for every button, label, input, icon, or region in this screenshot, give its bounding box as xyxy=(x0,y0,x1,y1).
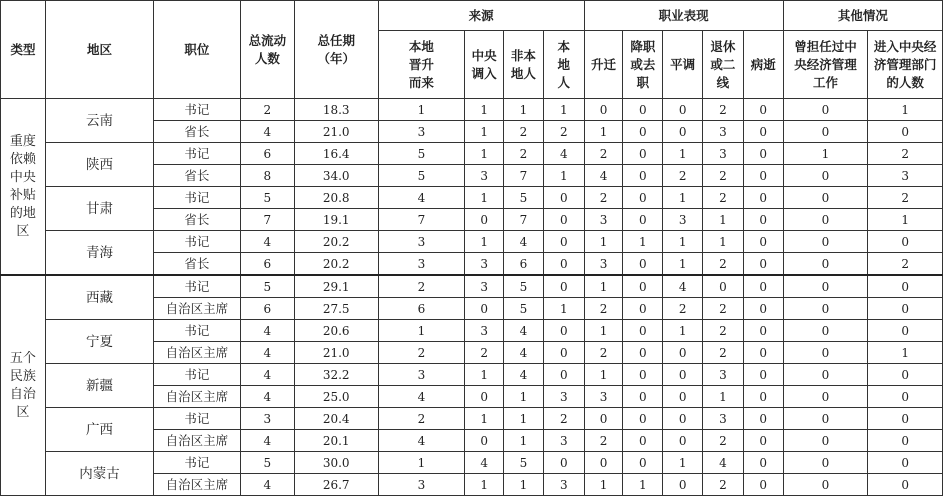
value-cell: 6 xyxy=(240,253,294,276)
value-cell: 3 xyxy=(378,364,465,386)
value-cell: 1 xyxy=(504,99,544,121)
value-cell: 32.2 xyxy=(294,364,378,386)
value-cell: 3 xyxy=(584,253,623,276)
value-cell: 20.4 xyxy=(294,408,378,430)
value-cell: 2 xyxy=(584,298,623,320)
type-cell: 五个民族自治区 xyxy=(1,275,46,496)
value-cell: 3 xyxy=(663,209,703,231)
value-cell: 1 xyxy=(868,342,943,364)
value-cell: 7 xyxy=(504,165,544,187)
table-header xyxy=(1,1,943,99)
value-cell: 0 xyxy=(584,408,623,430)
value-cell: 7 xyxy=(378,209,465,231)
value-cell: 0 xyxy=(543,320,584,342)
subheader-local-promotion: 本地晋升而来 xyxy=(378,31,465,99)
value-cell: 0 xyxy=(783,209,868,231)
value-cell: 1 xyxy=(868,99,943,121)
value-cell: 0 xyxy=(783,408,868,430)
value-cell: 0 xyxy=(743,209,783,231)
value-cell: 1 xyxy=(663,143,703,165)
value-cell: 4 xyxy=(240,430,294,452)
value-cell: 0 xyxy=(783,298,868,320)
value-cell: 0 xyxy=(663,474,703,496)
value-cell: 2 xyxy=(703,187,744,209)
table-row xyxy=(1,143,943,165)
value-cell: 1 xyxy=(465,364,504,386)
value-cell: 0 xyxy=(623,342,663,364)
value-cell: 1 xyxy=(584,364,623,386)
value-cell: 1 xyxy=(584,231,623,253)
value-cell: 21.0 xyxy=(294,342,378,364)
position-cell: 自治区主席 xyxy=(154,298,241,320)
value-cell: 1 xyxy=(378,452,465,474)
region-cell: 广西 xyxy=(45,408,153,452)
value-cell: 0 xyxy=(868,121,943,143)
table-row xyxy=(1,231,943,253)
value-cell: 1 xyxy=(663,231,703,253)
value-cell: 0 xyxy=(783,364,868,386)
value-cell: 1 xyxy=(504,386,544,408)
value-cell: 3 xyxy=(378,474,465,496)
position-cell: 省长 xyxy=(154,253,241,276)
value-cell: 3 xyxy=(703,408,744,430)
value-cell: 0 xyxy=(623,430,663,452)
value-cell: 5 xyxy=(240,275,294,298)
header-position: 职位 xyxy=(154,1,241,99)
value-cell: 0 xyxy=(543,209,584,231)
value-cell: 0 xyxy=(868,275,943,298)
value-cell: 2 xyxy=(703,342,744,364)
value-cell: 5 xyxy=(378,143,465,165)
position-cell: 自治区主席 xyxy=(154,386,241,408)
value-cell: 0 xyxy=(743,342,783,364)
value-cell: 3 xyxy=(465,275,504,298)
value-cell: 1 xyxy=(703,231,744,253)
value-cell: 0 xyxy=(623,275,663,298)
value-cell: 1 xyxy=(663,452,703,474)
value-cell: 0 xyxy=(783,386,868,408)
value-cell: 3 xyxy=(465,253,504,276)
value-cell: 0 xyxy=(743,121,783,143)
value-cell: 2 xyxy=(703,165,744,187)
region-cell: 西藏 xyxy=(45,275,153,320)
value-cell: 2 xyxy=(584,342,623,364)
header-career: 职业表现 xyxy=(584,1,783,31)
value-cell: 5 xyxy=(504,298,544,320)
value-cell: 1 xyxy=(465,143,504,165)
value-cell: 0 xyxy=(623,452,663,474)
value-cell: 1 xyxy=(543,298,584,320)
value-cell: 20.1 xyxy=(294,430,378,452)
value-cell: 1 xyxy=(783,143,868,165)
value-cell: 2 xyxy=(868,253,943,276)
position-cell: 自治区主席 xyxy=(154,342,241,364)
value-cell: 1 xyxy=(465,187,504,209)
value-cell: 1 xyxy=(584,121,623,143)
value-cell: 3 xyxy=(868,165,943,187)
value-cell: 0 xyxy=(584,452,623,474)
value-cell: 1 xyxy=(465,121,504,143)
value-cell: 0 xyxy=(543,342,584,364)
value-cell: 0 xyxy=(868,430,943,452)
value-cell: 30.0 xyxy=(294,452,378,474)
subheader-entered-central-economic: 进入中央经济管理部门的人数 xyxy=(868,31,943,99)
value-cell: 0 xyxy=(783,430,868,452)
value-cell: 3 xyxy=(543,386,584,408)
value-cell: 0 xyxy=(868,364,943,386)
value-cell: 0 xyxy=(465,386,504,408)
value-cell: 4 xyxy=(504,320,544,342)
value-cell: 4 xyxy=(504,364,544,386)
header-total: 总流动人数 xyxy=(240,1,294,99)
table-body xyxy=(1,99,943,496)
value-cell: 1 xyxy=(504,474,544,496)
value-cell: 1 xyxy=(378,320,465,342)
subheader-former-central-economic: 曾担任过中央经济管理工作 xyxy=(783,31,868,99)
value-cell: 0 xyxy=(783,342,868,364)
value-cell: 0 xyxy=(623,386,663,408)
value-cell: 0 xyxy=(743,320,783,342)
value-cell: 0 xyxy=(783,99,868,121)
value-cell: 0 xyxy=(623,209,663,231)
position-cell: 书记 xyxy=(154,143,241,165)
value-cell: 3 xyxy=(543,474,584,496)
value-cell: 0 xyxy=(623,408,663,430)
subheader-retirement: 退休或二线 xyxy=(703,31,744,99)
region-cell: 陕西 xyxy=(45,143,153,187)
value-cell: 20.6 xyxy=(294,320,378,342)
value-cell: 0 xyxy=(663,430,703,452)
value-cell: 3 xyxy=(584,209,623,231)
value-cell: 3 xyxy=(703,121,744,143)
value-cell: 0 xyxy=(623,298,663,320)
value-cell: 1 xyxy=(584,275,623,298)
position-cell: 书记 xyxy=(154,275,241,298)
value-cell: 0 xyxy=(743,275,783,298)
value-cell: 5 xyxy=(504,452,544,474)
value-cell: 0 xyxy=(663,99,703,121)
value-cell: 2 xyxy=(703,99,744,121)
value-cell: 0 xyxy=(663,342,703,364)
value-cell: 4 xyxy=(240,364,294,386)
value-cell: 0 xyxy=(465,298,504,320)
header-other: 其他情况 xyxy=(783,1,942,31)
value-cell: 4 xyxy=(378,386,465,408)
value-cell: 21.0 xyxy=(294,121,378,143)
value-cell: 1 xyxy=(378,99,465,121)
value-cell: 0 xyxy=(868,231,943,253)
value-cell: 2 xyxy=(584,143,623,165)
region-cell: 新疆 xyxy=(45,364,153,408)
value-cell: 0 xyxy=(663,121,703,143)
value-cell: 3 xyxy=(703,143,744,165)
subheader-died-in-office: 病逝 xyxy=(743,31,783,99)
value-cell: 0 xyxy=(743,298,783,320)
value-cell: 0 xyxy=(743,99,783,121)
value-cell: 3 xyxy=(240,408,294,430)
type-cell: 重度依赖中央补贴的地区 xyxy=(1,99,46,276)
value-cell: 0 xyxy=(783,452,868,474)
value-cell: 4 xyxy=(240,342,294,364)
value-cell: 0 xyxy=(783,474,868,496)
value-cell: 34.0 xyxy=(294,165,378,187)
value-cell: 6 xyxy=(378,298,465,320)
value-cell: 4 xyxy=(504,231,544,253)
value-cell: 2 xyxy=(378,275,465,298)
value-cell: 1 xyxy=(465,408,504,430)
value-cell: 3 xyxy=(378,253,465,276)
value-cell: 0 xyxy=(543,452,584,474)
table-row xyxy=(1,187,943,209)
position-cell: 书记 xyxy=(154,187,241,209)
subheader-central-transfer: 中央调入 xyxy=(465,31,504,99)
value-cell: 25.0 xyxy=(294,386,378,408)
value-cell: 1 xyxy=(663,320,703,342)
position-cell: 自治区主席 xyxy=(154,474,241,496)
position-cell: 省长 xyxy=(154,121,241,143)
value-cell: 0 xyxy=(868,298,943,320)
position-cell: 书记 xyxy=(154,408,241,430)
value-cell: 1 xyxy=(663,253,703,276)
value-cell: 18.3 xyxy=(294,99,378,121)
value-cell: 1 xyxy=(868,209,943,231)
value-cell: 0 xyxy=(543,364,584,386)
value-cell: 0 xyxy=(783,320,868,342)
region-cell: 青海 xyxy=(45,231,153,276)
value-cell: 0 xyxy=(743,474,783,496)
value-cell: 3 xyxy=(703,364,744,386)
value-cell: 0 xyxy=(783,231,868,253)
value-cell: 4 xyxy=(240,474,294,496)
subheader-local: 本地人 xyxy=(543,31,584,99)
value-cell: 2 xyxy=(543,121,584,143)
value-cell: 0 xyxy=(743,408,783,430)
value-cell: 0 xyxy=(465,430,504,452)
value-cell: 0 xyxy=(743,452,783,474)
value-cell: 0 xyxy=(543,231,584,253)
subheader-lateral-transfer: 平调 xyxy=(663,31,703,99)
value-cell: 0 xyxy=(623,121,663,143)
value-cell: 1 xyxy=(465,99,504,121)
header-source: 来源 xyxy=(378,1,584,31)
value-cell: 2 xyxy=(663,298,703,320)
value-cell: 1 xyxy=(584,474,623,496)
value-cell: 0 xyxy=(783,121,868,143)
table-row xyxy=(1,99,943,121)
value-cell: 2 xyxy=(868,143,943,165)
value-cell: 4 xyxy=(378,430,465,452)
value-cell: 29.1 xyxy=(294,275,378,298)
value-cell: 0 xyxy=(663,364,703,386)
region-cell: 云南 xyxy=(45,99,153,143)
value-cell: 0 xyxy=(663,386,703,408)
value-cell: 0 xyxy=(743,364,783,386)
value-cell: 26.7 xyxy=(294,474,378,496)
value-cell: 0 xyxy=(623,364,663,386)
value-cell: 19.1 xyxy=(294,209,378,231)
region-cell: 宁夏 xyxy=(45,320,153,364)
value-cell: 5 xyxy=(240,187,294,209)
value-cell: 1 xyxy=(504,408,544,430)
value-cell: 0 xyxy=(743,253,783,276)
value-cell: 0 xyxy=(584,99,623,121)
value-cell: 2 xyxy=(378,342,465,364)
value-cell: 0 xyxy=(783,253,868,276)
table-row xyxy=(1,364,943,386)
value-cell: 2 xyxy=(584,187,623,209)
value-cell: 3 xyxy=(543,430,584,452)
value-cell: 0 xyxy=(623,253,663,276)
value-cell: 1 xyxy=(703,386,744,408)
value-cell: 3 xyxy=(465,320,504,342)
value-cell: 1 xyxy=(543,99,584,121)
table-row xyxy=(1,408,943,430)
value-cell: 0 xyxy=(743,187,783,209)
value-cell: 0 xyxy=(743,430,783,452)
value-cell: 2 xyxy=(584,430,623,452)
value-cell: 0 xyxy=(465,209,504,231)
value-cell: 2 xyxy=(240,99,294,121)
value-cell: 2 xyxy=(504,143,544,165)
value-cell: 4 xyxy=(378,187,465,209)
value-cell: 1 xyxy=(504,430,544,452)
value-cell: 0 xyxy=(868,386,943,408)
position-cell: 书记 xyxy=(154,231,241,253)
value-cell: 4 xyxy=(543,143,584,165)
value-cell: 0 xyxy=(743,231,783,253)
value-cell: 0 xyxy=(868,408,943,430)
value-cell: 16.4 xyxy=(294,143,378,165)
value-cell: 4 xyxy=(584,165,623,187)
value-cell: 0 xyxy=(783,165,868,187)
region-cell: 内蒙古 xyxy=(45,452,153,496)
value-cell: 0 xyxy=(623,165,663,187)
value-cell: 3 xyxy=(584,386,623,408)
value-cell: 4 xyxy=(504,342,544,364)
position-cell: 书记 xyxy=(154,452,241,474)
value-cell: 0 xyxy=(783,275,868,298)
value-cell: 7 xyxy=(240,209,294,231)
position-cell: 书记 xyxy=(154,99,241,121)
value-cell: 0 xyxy=(743,386,783,408)
value-cell: 4 xyxy=(240,386,294,408)
value-cell: 0 xyxy=(743,143,783,165)
value-cell: 0 xyxy=(743,165,783,187)
value-cell: 3 xyxy=(378,121,465,143)
value-cell: 6 xyxy=(240,298,294,320)
value-cell: 4 xyxy=(663,275,703,298)
value-cell: 27.5 xyxy=(294,298,378,320)
position-cell: 省长 xyxy=(154,165,241,187)
header-region: 地区 xyxy=(45,1,153,99)
value-cell: 8 xyxy=(240,165,294,187)
value-cell: 2 xyxy=(703,430,744,452)
value-cell: 20.2 xyxy=(294,231,378,253)
value-cell: 0 xyxy=(623,143,663,165)
value-cell: 0 xyxy=(663,408,703,430)
value-cell: 3 xyxy=(378,231,465,253)
value-cell: 0 xyxy=(703,275,744,298)
value-cell: 2 xyxy=(378,408,465,430)
value-cell: 2 xyxy=(868,187,943,209)
value-cell: 0 xyxy=(623,187,663,209)
value-cell: 1 xyxy=(703,209,744,231)
value-cell: 6 xyxy=(240,143,294,165)
value-cell: 7 xyxy=(504,209,544,231)
value-cell: 0 xyxy=(543,187,584,209)
value-cell: 1 xyxy=(623,231,663,253)
position-cell: 自治区主席 xyxy=(154,430,241,452)
value-cell: 5 xyxy=(504,187,544,209)
value-cell: 4 xyxy=(703,452,744,474)
value-cell: 5 xyxy=(240,452,294,474)
value-cell: 1 xyxy=(465,231,504,253)
value-cell: 1 xyxy=(663,187,703,209)
value-cell: 6 xyxy=(504,253,544,276)
value-cell: 4 xyxy=(240,231,294,253)
position-cell: 书记 xyxy=(154,320,241,342)
position-cell: 书记 xyxy=(154,364,241,386)
value-cell: 1 xyxy=(543,165,584,187)
subheader-non-local: 非本地人 xyxy=(504,31,544,99)
value-cell: 4 xyxy=(240,320,294,342)
value-cell: 5 xyxy=(504,275,544,298)
position-cell: 省长 xyxy=(154,209,241,231)
value-cell: 1 xyxy=(584,320,623,342)
value-cell: 2 xyxy=(703,298,744,320)
value-cell: 1 xyxy=(623,474,663,496)
value-cell: 0 xyxy=(868,320,943,342)
value-cell: 0 xyxy=(543,275,584,298)
value-cell: 0 xyxy=(623,99,663,121)
value-cell: 0 xyxy=(868,474,943,496)
value-cell: 2 xyxy=(703,474,744,496)
value-cell: 2 xyxy=(543,408,584,430)
table-row xyxy=(1,320,943,342)
region-cell: 甘肃 xyxy=(45,187,153,231)
value-cell: 20.2 xyxy=(294,253,378,276)
subheader-demotion: 降职或去职 xyxy=(623,31,663,99)
value-cell: 0 xyxy=(783,187,868,209)
value-cell: 2 xyxy=(465,342,504,364)
value-cell: 0 xyxy=(868,452,943,474)
value-cell: 0 xyxy=(543,253,584,276)
value-cell: 2 xyxy=(663,165,703,187)
table-row xyxy=(1,452,943,474)
value-cell: 3 xyxy=(465,165,504,187)
table-row xyxy=(1,275,943,298)
value-cell: 4 xyxy=(465,452,504,474)
value-cell: 5 xyxy=(378,165,465,187)
subheader-promotion: 升迁 xyxy=(584,31,623,99)
value-cell: 2 xyxy=(703,253,744,276)
header-tenure: 总任期（年） xyxy=(294,1,378,99)
value-cell: 2 xyxy=(504,121,544,143)
value-cell: 2 xyxy=(703,320,744,342)
value-cell: 1 xyxy=(465,474,504,496)
value-cell: 0 xyxy=(623,320,663,342)
header-type: 类型 xyxy=(1,1,46,99)
value-cell: 4 xyxy=(240,121,294,143)
value-cell: 20.8 xyxy=(294,187,378,209)
